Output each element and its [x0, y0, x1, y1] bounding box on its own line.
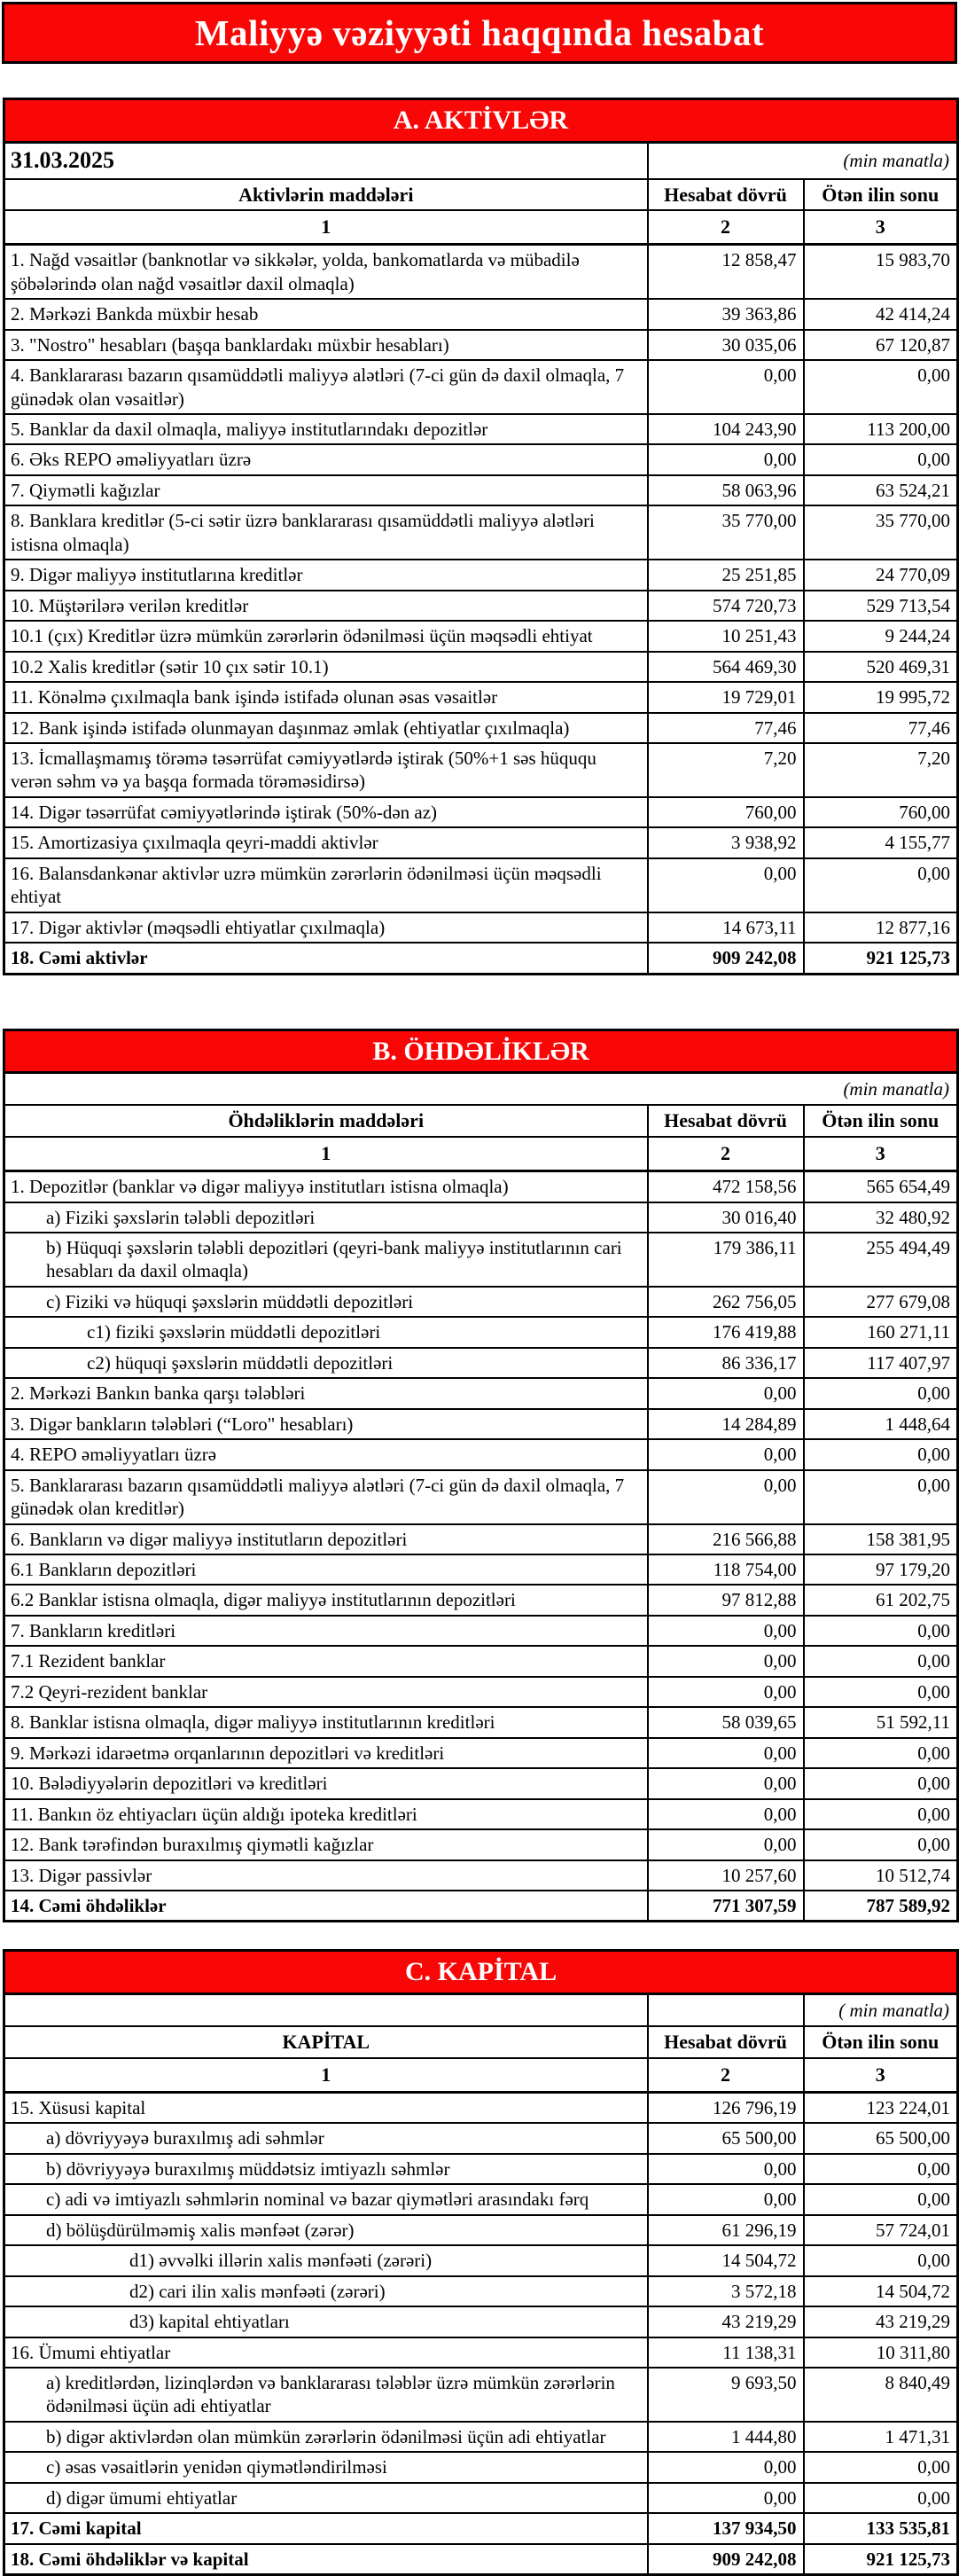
prior-year-value: 1 448,64 [804, 1409, 958, 1439]
current-period-header: Hesabat dövrü [648, 179, 804, 211]
table-row [4, 360, 958, 414]
current-period-value: 0,00 [648, 2483, 804, 2513]
prior-year-value: 10 311,80 [804, 2337, 958, 2368]
row-label: 9. Mərkəzi idarəetmə orqanlarının depozitləri və kreditləri [4, 1738, 648, 1768]
table-row [4, 414, 958, 444]
current-period-value: 126 796,19 [648, 2092, 804, 2123]
table-row [4, 1287, 958, 1317]
prior-year-value: 67 120,87 [804, 330, 958, 360]
row-label: 17. Cəmi kapital [4, 2513, 648, 2543]
table-row [4, 2513, 958, 2543]
prior-year-value: 0,00 [804, 2452, 958, 2482]
prior-year-value: 0,00 [804, 444, 958, 474]
row-label: 11. Bankın öz ehtiyacları üçün aldığı ipoteka kreditləri [4, 1799, 648, 1829]
table-row [4, 1202, 958, 1233]
row-label: b) dövriyyəyə buraxılmış müddətsiz imtiyazlı səhmlər [4, 2154, 648, 2184]
row-label: 3. "Nostro" hesabları (başqa banklardakı müxbir hesabları) [4, 330, 648, 360]
prior-year-value: 0,00 [804, 1799, 958, 1829]
row-label: 10. Bələdiyyələrin depozitləri və kreditləri [4, 1768, 648, 1798]
column-number-row [4, 2058, 958, 2093]
row-label: 1. Nağd vəsaitlər (banknotlar və sikkələr, yolda, bankomatlarda və mübadilə şöbələrində olan nağd vəsaitlər daxil olmaqla) [4, 245, 648, 299]
row-label: 18. Cəmi aktivlər [4, 943, 648, 974]
current-period-value: 0,00 [648, 2184, 804, 2214]
row-label: 15. Amortizasiya çıxılmaqla qeyri-maddi aktivlər [4, 827, 648, 857]
prior-year-value: 0,00 [804, 858, 958, 912]
report-date: 31.03.2025 [4, 142, 648, 178]
current-period-value: 0,00 [648, 1378, 804, 1408]
row-label: 10.2 Xalis kreditlər (sətir 10 çıx sətir 10.1) [4, 652, 648, 682]
row-label: 6.2 Banklar istisna olmaqla, digər maliyyə institutlarının depozitləri [4, 1585, 648, 1615]
table-row [4, 1707, 958, 1737]
current-period-value: 0,00 [648, 360, 804, 414]
prior-year-value: 0,00 [804, 2184, 958, 2214]
table-row [4, 2276, 958, 2306]
current-period-value: 58 063,96 [648, 475, 804, 505]
current-period-value: 0,00 [648, 1470, 804, 1524]
column-number: 1 [4, 210, 648, 245]
prior-year-value: 529 713,54 [804, 591, 958, 621]
section-c-header-row [4, 1951, 958, 1994]
prior-year-value: 4 155,77 [804, 827, 958, 857]
table-row [4, 1554, 958, 1585]
column-header-row [4, 179, 958, 211]
column-number: 1 [4, 1137, 648, 1171]
table-row [4, 299, 958, 329]
prior-year-value: 61 202,75 [804, 1585, 958, 1615]
row-label: c) Fiziki və hüquqi şəxslərin müddətli depozitləri [4, 1287, 648, 1317]
row-label: d3) kapital ehtiyatları [4, 2306, 648, 2337]
current-period-value: 0,00 [648, 858, 804, 912]
prior-year-value: 158 381,95 [804, 1524, 958, 1554]
table-row [4, 2123, 958, 2153]
current-period-value: 14 284,89 [648, 1409, 804, 1439]
table-row [4, 1439, 958, 1469]
prior-year-value: 42 414,24 [804, 299, 958, 329]
prior-year-value: 123 224,01 [804, 2092, 958, 2123]
table-row [4, 682, 958, 712]
row-label: 16. Balansdankənar aktivlər uzrə mümkün zərərlərin ödənilməsi üçün məqsədli ehtiyat [4, 858, 648, 912]
row-label: 3. Digər bankların tələbləri (“Loro" hesabları) [4, 1409, 648, 1439]
table-row [4, 2337, 958, 2368]
row-label: 8. Banklara kreditlər (5-ci sətir üzrə banklararası qısamüddətli maliyyə alətləri istisna olmaqla) [4, 505, 648, 560]
table-row [4, 858, 958, 912]
row-label: 9. Digər maliyyə institutlarına kreditlər [4, 560, 648, 590]
current-period-header: Hesabat dövrü [648, 2026, 804, 2058]
column-number: 2 [648, 1137, 804, 1171]
prior-year-value: 7,20 [804, 743, 958, 797]
row-label: d2) cari ilin xalis mənfəəti (zərəri) [4, 2276, 648, 2306]
current-period-value: 909 242,08 [648, 2544, 804, 2575]
row-label: 5. Banklar da daxil olmaqla, maliyyə institutlarındakı depozitlər [4, 414, 648, 444]
table-row [4, 713, 958, 743]
prior-year-value: 32 480,92 [804, 1202, 958, 1233]
row-label: 18. Cəmi öhdəliklər və kapital [4, 2544, 648, 2575]
current-period-value: 86 336,17 [648, 1348, 804, 1378]
prior-year-value: 0,00 [804, 1470, 958, 1524]
items-column-header: KAPİTAL [4, 2026, 648, 2058]
row-label: 10.1 (çıx) Kreditlər üzrə mümkün zərərlərin ödənilməsi üçün məqsədli ehtiyat [4, 621, 648, 651]
row-label: 15. Xüsusi kapital [4, 2092, 648, 2123]
current-period-value: 65 500,00 [648, 2123, 804, 2153]
row-label: 8. Banklar istisna olmaqla, digər maliyyə institutlarının kreditləri [4, 1707, 648, 1737]
unit-note: (min manatla) [648, 142, 958, 178]
current-period-value: 77,46 [648, 713, 804, 743]
table-row [4, 1891, 958, 1922]
prior-year-value: 0,00 [804, 2483, 958, 2513]
row-label: 11. Könəlmə çıxılmaqla bank işində istifadə olunan əsas vəsaitlər [4, 682, 648, 712]
table-row [4, 1348, 958, 1378]
table-row [4, 1860, 958, 1891]
row-label: 7.1 Rezident banklar [4, 1646, 648, 1676]
current-period-value: 574 720,73 [648, 591, 804, 621]
current-period-value: 10 251,43 [648, 621, 804, 651]
table-row [4, 1470, 958, 1524]
report-title-banner [2, 2, 957, 64]
section-header: C. KAPİTAL [4, 1951, 958, 1994]
current-period-value: 0,00 [648, 444, 804, 474]
row-label: 12. Bank tərəfindən buraxılmış qiymətli kağızlar [4, 1829, 648, 1860]
row-label: 14. Cəmi öhdəliklər [4, 1891, 648, 1922]
section-a-meta-row [4, 142, 958, 178]
table-row [4, 444, 958, 474]
current-period-value: 97 812,88 [648, 1585, 804, 1615]
current-period-value: 472 158,56 [648, 1171, 804, 1202]
table-row [4, 505, 958, 560]
prior-year-value: 921 125,73 [804, 2544, 958, 2575]
prior-year-value: 10 512,74 [804, 1860, 958, 1891]
current-period-value: 19 729,01 [648, 682, 804, 712]
current-period-value: 10 257,60 [648, 1860, 804, 1891]
current-period-value: 14 504,72 [648, 2245, 804, 2275]
row-label: a) dövriyyəyə buraxılmış adi səhmlər [4, 2123, 648, 2153]
current-period-value: 0,00 [648, 1768, 804, 1798]
empty-cell [648, 1994, 804, 2027]
current-period-value: 760,00 [648, 797, 804, 827]
row-label: a) Fiziki şəxslərin tələbli depozitləri [4, 1202, 648, 1233]
row-label: 7. Bankların kreditləri [4, 1616, 648, 1646]
row-label: 5. Banklararası bazarın qısamüddətli maliyyə alətləri (7-ci gün də daxil olmaqla, 7 günədək olan kreditlər) [4, 1470, 648, 1524]
current-period-value: 176 419,88 [648, 1317, 804, 1347]
report-title: Maliyyə vəziyyəti haqqında hesabat [194, 12, 765, 53]
current-period-value: 262 756,05 [648, 1287, 804, 1317]
prior-year-value: 63 524,21 [804, 475, 958, 505]
row-label: 6. Bankların və digər maliyyə institutların depozitləri [4, 1524, 648, 1554]
row-label: c1) fiziki şəxslərin müddətli depozitləri [4, 1317, 648, 1347]
row-label: 4. Banklararası bazarın qısamüddətli maliyyə alətləri (7-ci gün də daxil olmaqla, 7 günədək olan vəsaitlər) [4, 360, 648, 414]
row-label: b) digər aktivlərdən olan mümkün zərərlərin ödənilməsi üçün adi ehtiyatlar [4, 2422, 648, 2452]
capital-table [3, 1949, 959, 2576]
current-period-value: 0,00 [648, 1829, 804, 1860]
row-label: 1. Depozitlər (banklar və digər maliyyə institutları istisna olmaqla) [4, 1171, 648, 1202]
prior-year-value: 0,00 [804, 1616, 958, 1646]
prior-year-value: 0,00 [804, 1738, 958, 1768]
prior-year-value: 117 407,97 [804, 1348, 958, 1378]
row-label: c) adi və imtiyazlı səhmlərin nominal və bazar qiymətləri arasındakı fərq [4, 2184, 648, 2214]
table-row [4, 1409, 958, 1439]
table-row [4, 1799, 958, 1829]
row-label: 2. Mərkəzi Bankın banka qarşı tələbləri [4, 1378, 648, 1408]
current-period-value: 58 039,65 [648, 1707, 804, 1737]
prior-year-value: 255 494,49 [804, 1233, 958, 1287]
current-period-value: 43 219,29 [648, 2306, 804, 2337]
table-row [4, 1585, 958, 1615]
current-period-value: 137 934,50 [648, 2513, 804, 2543]
table-row [4, 1738, 958, 1768]
prior-year-value: 277 679,08 [804, 1287, 958, 1317]
prior-year-value: 0,00 [804, 2245, 958, 2275]
prior-year-value: 14 504,72 [804, 2276, 958, 2306]
current-period-value: 771 307,59 [648, 1891, 804, 1922]
current-period-value: 0,00 [648, 1616, 804, 1646]
current-period-value: 0,00 [648, 1439, 804, 1469]
current-period-value: 25 251,85 [648, 560, 804, 590]
table-row [4, 652, 958, 682]
table-row [4, 2368, 958, 2422]
current-period-value: 35 770,00 [648, 505, 804, 560]
current-period-value: 30 016,40 [648, 1202, 804, 1233]
table-row [4, 827, 958, 857]
column-number: 3 [804, 210, 958, 245]
liabilities-table [3, 1029, 959, 1923]
prior-year-value: 0,00 [804, 360, 958, 414]
table-row [4, 2452, 958, 2482]
section-a-header-row [4, 99, 958, 143]
items-column-header: Öhdəliklərin maddələri [4, 1105, 648, 1137]
table-row [4, 2544, 958, 2575]
table-row [4, 475, 958, 505]
column-header-row [4, 1105, 958, 1137]
current-period-value: 0,00 [648, 1738, 804, 1768]
row-label: a) kreditlərdən, lizinqlərdən və banklararası tələblər üzrə mümkün zərərlərin ödənilməsi üçün adi ehtiyatlar [4, 2368, 648, 2422]
prior-year-value: 0,00 [804, 1677, 958, 1707]
current-period-value: 0,00 [648, 2154, 804, 2184]
current-period-value: 909 242,08 [648, 943, 804, 974]
section-c-meta-row [4, 1994, 958, 2027]
current-period-value: 0,00 [648, 1646, 804, 1676]
table-row [4, 2306, 958, 2337]
row-label: c2) hüquqi şəxslərin müddətli depozitləri [4, 1348, 648, 1378]
row-label: 17. Digər aktivlər (məqsədli ehtiyatlar çıxılmaqla) [4, 912, 648, 943]
prior-year-value: 0,00 [804, 1646, 958, 1676]
prior-year-value: 24 770,09 [804, 560, 958, 590]
table-row [4, 943, 958, 974]
prior-year-value: 0,00 [804, 1829, 958, 1860]
section-header: A. AKTİVLƏR [4, 99, 958, 143]
unit-note: (min manatla) [4, 1073, 958, 1106]
current-period-value: 104 243,90 [648, 414, 804, 444]
row-label: 10. Müştərilərə verilən kreditlər [4, 591, 648, 621]
prior-year-value: 35 770,00 [804, 505, 958, 560]
current-period-value: 564 469,30 [648, 652, 804, 682]
row-label: d) digər ümumi ehtiyatlar [4, 2483, 648, 2513]
table-row [4, 245, 958, 299]
current-period-value: 0,00 [648, 1799, 804, 1829]
current-period-value: 11 138,31 [648, 2337, 804, 2368]
empty-cell [4, 1994, 648, 2027]
prior-year-value: 51 592,11 [804, 1707, 958, 1737]
current-period-value: 216 566,88 [648, 1524, 804, 1554]
row-label: 4. REPO əməliyyatları üzrə [4, 1439, 648, 1469]
column-number-row [4, 1137, 958, 1171]
prior-year-value: 15 983,70 [804, 245, 958, 299]
prior-year-value: 921 125,73 [804, 943, 958, 974]
row-label: 12. Bank işində istifadə olunmayan daşınmaz əmlak (ehtiyatlar çıxılmaqla) [4, 713, 648, 743]
prior-year-value: 65 500,00 [804, 2123, 958, 2153]
current-period-value: 14 673,11 [648, 912, 804, 943]
table-row [4, 1616, 958, 1646]
prior-year-value: 0,00 [804, 1768, 958, 1798]
section-header: B. ÖHDƏLİKLƏR [4, 1030, 958, 1073]
prior-year-header: Ötən ilin sonu [804, 2026, 958, 2058]
table-row [4, 797, 958, 827]
row-label: 13. İcmallaşmamış törəmə təsərrüfat cəmiyyətlərdə iştirak (50%+1 səs hüququ verən səhm və ya başqa formada törəməsidirsə) [4, 743, 648, 797]
column-header-row [4, 2026, 958, 2058]
table-row [4, 1233, 958, 1287]
column-number: 2 [648, 2058, 804, 2093]
prior-year-value: 8 840,49 [804, 2368, 958, 2422]
table-row [4, 1317, 958, 1347]
prior-year-value: 19 995,72 [804, 682, 958, 712]
prior-year-value: 565 654,49 [804, 1171, 958, 1202]
prior-year-header: Ötən ilin sonu [804, 1105, 958, 1137]
section-b-meta-row [4, 1073, 958, 1106]
prior-year-value: 113 200,00 [804, 414, 958, 444]
row-label: 16. Ümumi ehtiyatlar [4, 2337, 648, 2368]
row-label: 6. Əks REPO əməliyyatları üzrə [4, 444, 648, 474]
prior-year-value: 77,46 [804, 713, 958, 743]
prior-year-value: 0,00 [804, 1378, 958, 1408]
row-label: 7. Qiymətli kağızlar [4, 475, 648, 505]
table-row [4, 621, 958, 651]
table-row [4, 743, 958, 797]
table-row [4, 1524, 958, 1554]
current-period-value: 0,00 [648, 1677, 804, 1707]
column-number: 3 [804, 2058, 958, 2093]
current-period-value: 7,20 [648, 743, 804, 797]
items-column-header: Aktivlərin maddələri [4, 179, 648, 211]
current-period-value: 9 693,50 [648, 2368, 804, 2422]
section-b-header-row [4, 1030, 958, 1073]
current-period-value: 0,00 [648, 2452, 804, 2482]
row-label: c) əsas vəsaitlərin yenidən qiymətləndirilməsi [4, 2452, 648, 2482]
table-row [4, 1171, 958, 1202]
prior-year-value: 9 244,24 [804, 621, 958, 651]
table-row [4, 1829, 958, 1860]
current-period-value: 1 444,80 [648, 2422, 804, 2452]
current-period-value: 3 938,92 [648, 827, 804, 857]
prior-year-value: 1 471,31 [804, 2422, 958, 2452]
table-row [4, 2245, 958, 2275]
table-row [4, 2215, 958, 2245]
prior-year-value: 0,00 [804, 2154, 958, 2184]
current-period-value: 3 572,18 [648, 2276, 804, 2306]
current-period-value: 179 386,11 [648, 1233, 804, 1287]
current-period-value: 118 754,00 [648, 1554, 804, 1585]
table-row [4, 2184, 958, 2214]
row-label: b) Hüquqi şəxslərin tələbli depozitləri (qeyri-bank maliyyə institutlarının cari hesabları da daxil olmaqla) [4, 1233, 648, 1287]
assets-table [3, 98, 959, 975]
prior-year-value: 43 219,29 [804, 2306, 958, 2337]
prior-year-value: 787 589,92 [804, 1891, 958, 1922]
current-period-value: 61 296,19 [648, 2215, 804, 2245]
table-row [4, 2422, 958, 2452]
row-label: d) bölüşdürülməmiş xalis mənfəət (zərər) [4, 2215, 648, 2245]
prior-year-value: 520 469,31 [804, 652, 958, 682]
table-row [4, 912, 958, 943]
table-row [4, 2092, 958, 2123]
column-number: 3 [804, 1137, 958, 1171]
table-row [4, 560, 958, 590]
prior-year-value: 97 179,20 [804, 1554, 958, 1585]
prior-year-value: 12 877,16 [804, 912, 958, 943]
table-row [4, 330, 958, 360]
table-row [4, 591, 958, 621]
column-number: 1 [4, 2058, 648, 2093]
column-number: 2 [648, 210, 804, 245]
table-row [4, 2483, 958, 2513]
prior-year-value: 57 724,01 [804, 2215, 958, 2245]
row-label: 13. Digər passivlər [4, 1860, 648, 1891]
table-row [4, 1768, 958, 1798]
prior-year-value: 160 271,11 [804, 1317, 958, 1347]
unit-note: ( min manatla) [804, 1994, 958, 2027]
prior-year-value: 760,00 [804, 797, 958, 827]
current-period-value: 12 858,47 [648, 245, 804, 299]
row-label: 7.2 Qeyri-rezident banklar [4, 1677, 648, 1707]
row-label: d1) əvvəlki illərin xalis mənfəəti (zərəri) [4, 2245, 648, 2275]
table-row [4, 1677, 958, 1707]
current-period-value: 30 035,06 [648, 330, 804, 360]
table-row [4, 1378, 958, 1408]
row-label: 2. Mərkəzi Bankda müxbir hesab [4, 299, 648, 329]
column-number-row [4, 210, 958, 245]
table-row [4, 2154, 958, 2184]
prior-year-value: 133 535,81 [804, 2513, 958, 2543]
current-period-value: 39 363,86 [648, 299, 804, 329]
table-row [4, 1646, 958, 1676]
current-period-header: Hesabat dövrü [648, 1105, 804, 1137]
row-label: 6.1 Bankların depozitləri [4, 1554, 648, 1585]
prior-year-value: 0,00 [804, 1439, 958, 1469]
prior-year-header: Ötən ilin sonu [804, 179, 958, 211]
row-label: 14. Digər təsərrüfat cəmiyyətlərində iştirak (50%-dən az) [4, 797, 648, 827]
